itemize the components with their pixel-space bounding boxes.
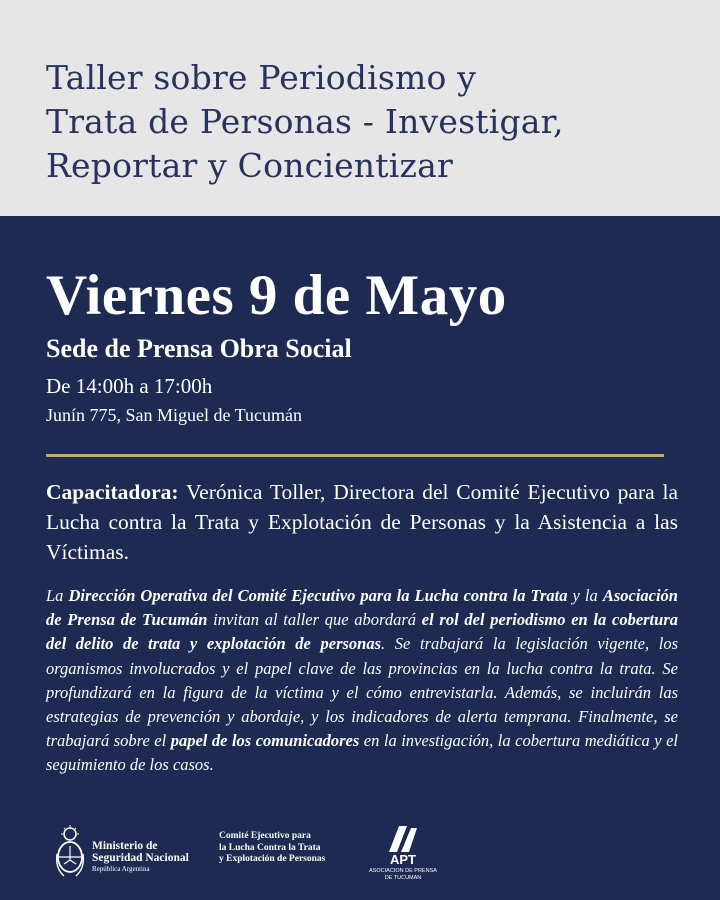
gold-divider xyxy=(46,454,664,457)
title-line-2: Trata de Personas - Investigar, xyxy=(46,102,564,141)
ministerio-text xyxy=(92,840,189,874)
desc-bold-4: papel de los comunicadores xyxy=(170,731,360,751)
event-hours: De 14:00h a 17:00h xyxy=(46,374,213,398)
header-band xyxy=(0,0,720,216)
apt-logo-icon xyxy=(381,822,425,866)
desc-bold-3: el rol del periodismo en la cobertura del delito de trata y explotación de personas xyxy=(46,610,678,654)
apt-logo xyxy=(368,822,438,892)
apt-logo-text: APT xyxy=(390,852,416,866)
trainer-label: Capacitadora: xyxy=(46,480,179,504)
comite-logo-text xyxy=(219,831,369,866)
comite-line-3: y Explotación de Personas xyxy=(219,854,326,864)
title-line-3: Reportar y Concientizar xyxy=(46,146,453,185)
ministerio-line-1: Ministerio de xyxy=(92,840,158,852)
description-paragraph xyxy=(46,584,678,778)
event-address: Junín 775, San Miguel de Tucumán xyxy=(46,405,303,425)
event-date: Viernes 9 de Mayo xyxy=(46,264,507,327)
desc-text-3: invitan al taller que abordará xyxy=(207,610,422,630)
ministerio-logo xyxy=(52,824,222,880)
desc-bold-1: Dirección Operativa del Comité Ejecutivo para la Lucha contra la Trata xyxy=(68,586,568,605)
apt-caption xyxy=(368,868,438,882)
event-venue: Sede de Prensa Obra Social xyxy=(46,334,352,363)
ministerio-line-2: Seguridad Nacional xyxy=(92,852,189,864)
page-title xyxy=(46,56,706,188)
ministerio-line-3: República Argentina xyxy=(92,865,150,873)
desc-text-2: y la xyxy=(567,586,603,605)
trainer-paragraph xyxy=(46,477,678,567)
trainer-text: Verónica Toller, Directora del Comité Ejecutivo para la Lucha contra la Trata y Explotación de Personas y la Asistencia a las Víctimas. xyxy=(46,480,678,564)
desc-text-5: en la investigación, la cobertura mediática y el seguimiento de los casos. xyxy=(46,731,678,775)
comite-line-1: Comité Ejecutivo para xyxy=(219,831,311,841)
apt-line-1: ASOCIACION DE PRENSA xyxy=(369,868,437,874)
desc-text-1: La xyxy=(46,586,69,605)
comite-line-2: la Lucha Contra la Trata xyxy=(219,842,321,853)
desc-text-4: . Se trabajará la legislación vigente, los organismos involucrados y el papel clave de las provincias en la lucha contra la trata. Se profundizará en la figura de la víctima y el cómo entrevistarla. Además, se incluirán las estrategias de prevención y abordaje, y los indicadores de alerta temprana. Finalmente, se trabajará sobre el xyxy=(46,634,679,751)
apt-line-2: DE TUCUMAN xyxy=(384,875,422,881)
footer-logos xyxy=(0,818,720,900)
national-shield-icon xyxy=(52,824,88,880)
desc-bold-2: Asociación de Prensa de Tucumán xyxy=(46,586,678,630)
title-line-1: Taller sobre Periodismo y xyxy=(46,58,477,97)
